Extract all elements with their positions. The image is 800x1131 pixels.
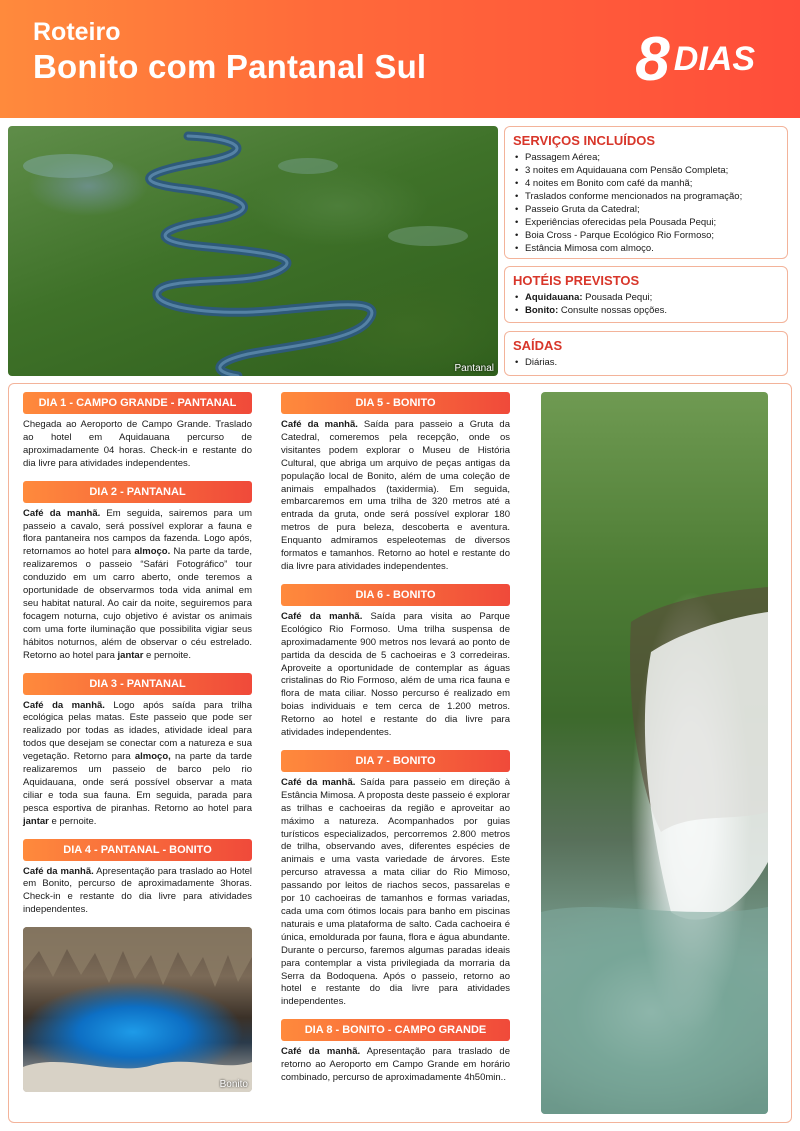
meal-label: Café da manhã.	[281, 1046, 361, 1058]
day-8-heading: DIA 8 - BONITO - CAMPO GRANDE	[281, 1019, 510, 1041]
list-item	[515, 304, 787, 317]
hotels-list	[515, 291, 787, 317]
day-1-text: Chegada ao Aeroporto de Campo Grande. Traslado ao hotel em Aquidauana percurso de aproximadamente 04 horas. Check-in e restante do dia livre para atividades independentes.	[23, 419, 252, 469]
day-5-text	[281, 419, 510, 574]
list-item: • Passagem Aérea;	[515, 151, 787, 164]
day-3-text	[23, 700, 252, 829]
day-7-text	[281, 777, 510, 1009]
list-item	[515, 291, 787, 304]
page-title: Bonito com Pantanal Sul	[33, 48, 427, 85]
list-item: • Diárias.	[515, 356, 787, 369]
itinerary-column-1	[23, 392, 252, 1092]
list-item: • 3 noites em Aquidauana com Pensão Completa;	[515, 164, 787, 177]
day-3-heading: DIA 3 - PANTANAL	[23, 673, 252, 695]
hotel-name: Consulte nossas opções.	[558, 305, 668, 316]
cave-photo	[23, 927, 252, 1092]
day-4-text	[23, 866, 252, 918]
list-item: • Passeio Gruta da Catedral;	[515, 203, 787, 216]
day-text-part: Saída para passeio em direção à Estância Mimosa. A proposta deste passeio é explorar as trilhas e cachoeiras da região e aproveitar ao máximo a natureza. Acompanhados por guias turísticos especializados, percorremos 2.800 metros de trilha, observando aves, diferentes espécies de animais e uma vasta variedade de árvores. Este percurso atravessa a mata ciliar do Rio Mimoso, passando por leitos de riachos secos, passarelas e por 10 cachoeiras de tamanhos e formas variadas, cada uma com ótimos locais para banho em piscinas naturais e uma plataforma de salto. Cada cachoeira é única, emoldurada por fauna, flora e água abundante. Durante o percurso, faremos algumas paradas ideais para contemplar a vista privilegiada da morraria da Serra da Bodoquena. Após o passeio, retorno ao hotel e restante do dia livre para atividades independentes.	[281, 776, 511, 1008]
day-5-heading: DIA 5 - BONITO	[281, 392, 510, 414]
river-illustration	[8, 126, 498, 376]
list-item: • Experiências oferecidas pela Pousada Pequi;	[515, 216, 787, 229]
day-2-heading: DIA 2 - PANTANAL	[23, 481, 252, 503]
days-number: 8	[635, 25, 670, 94]
day-text-part: Apresentação para traslado de retorno ao Aeroporto em Campo Grande em horário combinado, percurso de aproximadamente 4h50min..	[281, 1046, 510, 1084]
services-box	[504, 126, 788, 259]
day-text-part: Na parte da tarde, realizaremos o passeio “Safári Fotográfico” tour conduzido em um carro aberto, onde teremos a oportunidade de observarmos toda vida animal em seu habitat natural. Ao cair da noite, seguiremos para focagem noturna, cujo objetivo é avistar os animais com uma forte iluminação que possibilita vigiar seus hábitos noturnos, além de observar o céu estrelado. Retorno ao hotel para	[23, 546, 252, 661]
day-4-heading: DIA 4 - PANTANAL - BONITO	[23, 839, 252, 861]
day-7-heading: DIA 7 - BONITO	[281, 750, 510, 772]
services-list	[515, 151, 787, 255]
itinerary-column-2	[281, 392, 510, 1095]
day-8-text	[281, 1046, 510, 1085]
day-6-text	[281, 611, 510, 740]
waterfall-photo	[541, 392, 768, 1114]
hotel-name: Pousada Pequi;	[582, 292, 653, 303]
meal-label: Café da manhã.	[281, 776, 356, 788]
list-item: • 4 noites em Bonito com café da manhã;	[515, 177, 787, 190]
days-badge	[635, 24, 755, 95]
header-kicker: Roteiro	[33, 18, 121, 46]
list-item: • Estância Mimosa com almoço.	[515, 242, 787, 255]
list-item: • Traslados conforme mencionados na programação;	[515, 190, 787, 203]
hotel-city: Aquidauana:	[525, 292, 583, 303]
pantanal-photo	[8, 126, 498, 376]
meal-label: jantar	[23, 815, 49, 827]
day-6-heading: DIA 6 - BONITO	[281, 584, 510, 606]
photo-caption: Pantanal	[454, 363, 494, 374]
departures-box	[504, 331, 788, 376]
header-banner	[0, 0, 800, 118]
meal-label: Café da manhã.	[23, 507, 101, 519]
meal-label: Café da manhã.	[281, 610, 363, 622]
day-text-part: e pernoite.	[143, 649, 191, 661]
day-1-heading: DIA 1 - CAMPO GRANDE - PANTANAL	[23, 392, 252, 414]
meal-label: Café da manhã.	[23, 865, 94, 877]
waterfall-illustration	[541, 392, 768, 1114]
days-label: DIAS	[673, 40, 755, 78]
hotels-box	[504, 266, 788, 323]
departures-title: SAÍDAS	[513, 338, 563, 353]
day-text-part: Logo após saída para trilha ecológica pelas matas. Este passeio que pode ser realizado por todas as idades, atividade ideal para todos que desejam se conectar com a natureza e sua vegetação. Retorno para	[23, 699, 252, 763]
meal-label: almoço,	[134, 751, 171, 763]
day-text-part: Em seguida, sairemos para um passeio a cavalo, será possível explorar a fauna e flora pantaneira nos campos da fazenda. Logo após, retornamos ao hotel para	[23, 507, 252, 558]
meal-label: Café da manhã.	[281, 419, 358, 430]
departures-list	[515, 356, 787, 369]
hotels-title: HOTÉIS PREVISTOS	[513, 273, 640, 288]
day-2-text	[23, 508, 252, 663]
photo-caption: Bonito	[219, 1079, 248, 1091]
day-text-part: Apresentação para traslado ao Hotel em Bonito, percurso de aproximadamente 3horas. Check-in e restante do dia livre para atividades independentes.	[23, 865, 252, 916]
meal-label: Café da manhã.	[23, 699, 105, 711]
hotel-city: Bonito:	[525, 305, 559, 316]
meal-label: almoço.	[134, 546, 171, 558]
day-text-part: na parte da tarde realizaremos um passeio de barco pelo rio Aquidauana, onde será possível observar a mata ciliar e toda sua fauna. Em seguida, parada para pesca esportiva de piranhas. Retorno ao hotel para	[23, 751, 252, 814]
day-text-part: Saída para passeio a Gruta da Catedral, comeremos pela recepção, onde os visitantes podem explorar o Museu de História Cultural, que abriga um arquivo de peças antigas da população local de Bonito, além de uma coleção de animais empalhados (taxidermia). Em seguida, embarcaremos em uma trilha de 320 metros até a entrada da gruta, onde será possível explorar 180 metros de pura beleza, descoberta e aventura. Enquanto admiramos espeleotemas de diversos formatos e tamanhos. Retorno ao hotel e restante do dia livre para atividades independentes.	[281, 419, 510, 572]
services-title: SERVIÇOS INCLUÍDOS	[513, 133, 656, 148]
day-text-part: e pernoite.	[48, 815, 97, 827]
meal-label: jantar	[117, 649, 144, 661]
list-item: • Boia Cross - Parque Ecológico Rio Formoso;	[515, 229, 787, 242]
stalactites-illustration	[23, 927, 252, 1092]
day-text-part: Saída para visita ao Parque Ecológico Rio Formoso. Uma trilha suspensa de aproximadamente 900 metros nos levará ao ponto de partida da descida de 5 cachoeiras e 3 corredeiras. Aproveite a oportunidade de contemplar as águas cristalinas do Rio Formoso, além de uma rica fauna e flora de mata ciliar. Nosso percurso é realizado em boias individuais e tem cerca de 1.200 metros. Retorno ao hotel e restante do dia livre para atividades independentes.	[281, 610, 510, 739]
